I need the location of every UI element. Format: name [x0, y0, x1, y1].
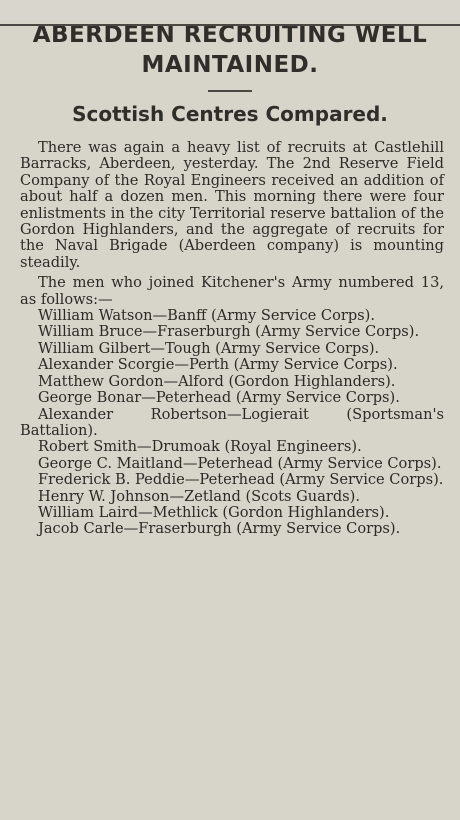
- recruit-entry: [20, 308, 444, 324]
- recruits-intro: The men who joined Kitchener's Army numbered 13, as follows:—: [20, 274, 444, 308]
- newspaper-clipping: [0, 20, 460, 820]
- recruit-dash: —: [137, 438, 152, 456]
- recruit-place: Tough: [165, 339, 211, 357]
- recruit-name: William Bruce: [38, 323, 143, 341]
- recruit-unit: (Army Service Corps).: [210, 339, 380, 357]
- recruit-name: George C. Maitland: [38, 454, 183, 472]
- recruit-unit: (Gordon Highlanders).: [223, 372, 396, 390]
- recruit-name: Jacob Carle: [38, 520, 124, 538]
- recruit-dash: —: [152, 307, 168, 325]
- article-paragraph: There was again a heavy list of recruits at Castlehill Barracks, Aberdeen, yesterday. The 2nd Reserve Field Company of the Royal Engineers received an addition of about half a dozen men. This morning there were four enlistments in the city Territorial reserve battalion of the Gordon Highlanders, and the aggregate of recruits for the Naval Brigade (Aberdeen company) is mounting steadily.: [20, 139, 444, 271]
- headline: [12, 20, 448, 80]
- recruit-unit: (Sportsman's Battalion).: [20, 405, 444, 439]
- recruit-entry: [20, 407, 444, 440]
- recruit-dash: —: [141, 389, 156, 407]
- top-border-rule: [0, 24, 460, 26]
- recruit-entry: [20, 324, 444, 340]
- recruit-unit: (Army Service Corps).: [229, 356, 398, 374]
- recruit-dash: —: [226, 405, 242, 423]
- recruit-entry: [20, 374, 444, 390]
- recruit-unit: (Gordon Highlanders).: [217, 503, 390, 521]
- recruit-unit: (Army Service Corps).: [231, 389, 400, 407]
- section-divider: [208, 90, 252, 92]
- headline-line-2: MAINTAINED.: [141, 52, 319, 78]
- recruit-place: Peterhead: [197, 454, 273, 472]
- recruit-dash: —: [184, 471, 200, 489]
- recruit-entry: [20, 489, 444, 505]
- recruit-place: Alford: [178, 372, 224, 390]
- recruit-name: William Watson: [38, 307, 153, 325]
- subheadline: Scottish Centres Compared.: [72, 102, 388, 126]
- recruit-place: Logierait: [241, 405, 309, 423]
- recruit-dash: —: [123, 520, 139, 538]
- recruit-entry: [20, 456, 444, 472]
- recruit-name: Henry W. Johnson: [38, 487, 170, 505]
- recruit-unit: (Army Service Corps).: [206, 307, 375, 325]
- recruit-unit: (Army Service Corps).: [231, 520, 401, 538]
- recruit-name: Alexander Robertson: [38, 405, 227, 423]
- recruit-place: Drumoak: [151, 438, 220, 456]
- headline-line-1: ABERDEEN RECRUITING WELL: [32, 22, 428, 48]
- recruit-name: William Gilbert: [38, 339, 151, 357]
- recruit-dash: —: [137, 503, 153, 521]
- recruit-entry: [20, 521, 444, 537]
- recruit-name: George Bonar: [38, 389, 142, 407]
- article-body: [12, 140, 448, 538]
- recruit-place: Perth: [188, 356, 229, 374]
- recruit-unit: (Royal Engineers).: [219, 438, 362, 456]
- recruit-place: Banff: [167, 307, 207, 325]
- recruit-place: Zetland: [184, 487, 241, 505]
- recruit-list: [20, 308, 444, 538]
- recruit-name: Frederick B. Peddie: [38, 471, 185, 489]
- recruit-entry: [20, 357, 444, 373]
- recruit-place: Peterhead: [199, 471, 275, 489]
- recruit-place: Fraserburgh: [138, 520, 232, 538]
- recruit-unit: (Army Service Corps).: [274, 471, 444, 489]
- recruit-dash: —: [169, 487, 185, 505]
- recruit-unit: (Scots Guards).: [240, 487, 361, 505]
- recruit-dash: —: [150, 339, 165, 357]
- recruit-place: Peterhead: [155, 389, 232, 407]
- recruit-entry: [20, 472, 444, 488]
- recruit-unit: (Army Service Corps).: [250, 323, 420, 341]
- recruit-entry: [20, 505, 444, 521]
- recruit-entry: [20, 341, 444, 357]
- recruit-name: Alexander Scorgie: [38, 356, 175, 374]
- recruit-entry: [20, 439, 444, 455]
- recruit-name: Matthew Gordon: [38, 372, 164, 390]
- recruit-place: Fraserburgh: [157, 323, 251, 341]
- recruit-entry: [20, 390, 444, 406]
- recruit-dash: —: [142, 323, 158, 341]
- recruit-dash: —: [182, 454, 198, 472]
- recruit-dash: —: [174, 356, 189, 374]
- recruit-name: Robert Smith: [38, 438, 137, 456]
- recruit-name: William Laird: [38, 503, 138, 521]
- recruit-dash: —: [163, 372, 179, 390]
- recruit-place: Methlick: [152, 503, 218, 521]
- recruit-unit: (Army Service Corps).: [272, 454, 442, 472]
